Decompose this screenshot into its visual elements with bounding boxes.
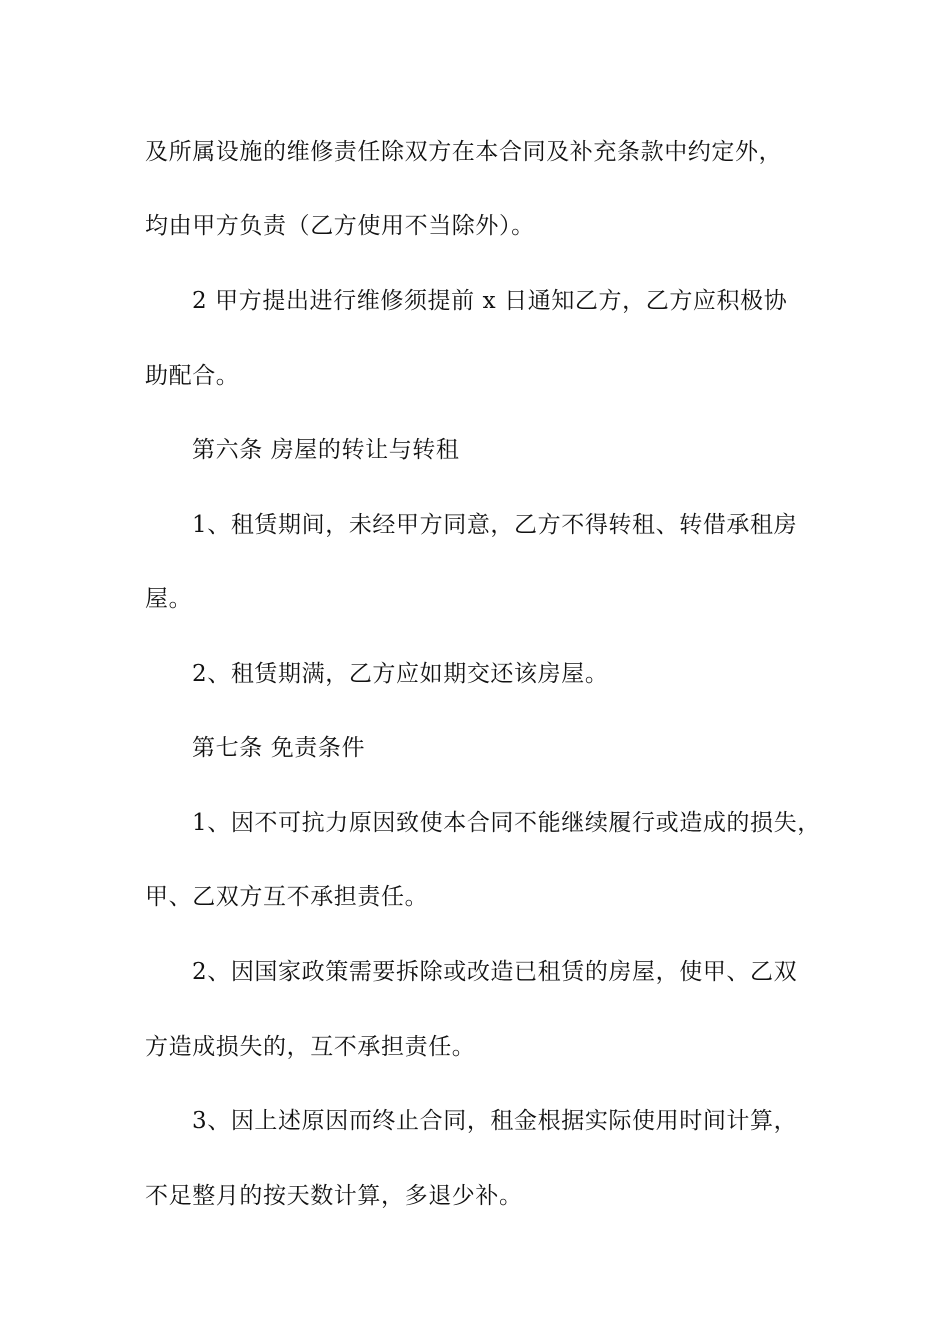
text-line: 2、因国家政策需要拆除或改造已租赁的房屋，使甲、乙双: [192, 959, 798, 985]
text-line: 屋。: [145, 586, 193, 612]
text-line: 甲、乙双方互不承担责任。: [145, 884, 429, 910]
text-line: 1、租赁期间，未经甲方同意，乙方不得转租、转借承租房: [192, 512, 798, 538]
text-line: 2、租赁期满，乙方应如期交还该房屋。: [192, 661, 609, 687]
text-line: 不足整月的按天数计算，多退少补。: [145, 1183, 523, 1209]
text-line: 2 甲方提出进行维修须提前 x 日通知乙方，乙方应积极协: [192, 288, 788, 314]
text-line: 方造成损失的，互不承担责任。: [145, 1034, 476, 1060]
section-heading: 第六条 房屋的转让与转租: [192, 437, 460, 463]
text-line: 及所属设施的维修责任除双方在本合同及补充条款中约定外，: [145, 139, 783, 165]
text-line: 3、因上述原因而终止合同，租金根据实际使用时间计算，: [192, 1108, 798, 1134]
text-line: 助配合。: [145, 363, 240, 389]
text-line: 均由甲方负责（乙方使用不当除外）。: [145, 213, 535, 239]
text-line: 1、因不可抗力原因致使本合同不能继续履行或造成的损失，: [192, 810, 821, 836]
section-heading: 第七条 免责条件: [192, 735, 366, 761]
